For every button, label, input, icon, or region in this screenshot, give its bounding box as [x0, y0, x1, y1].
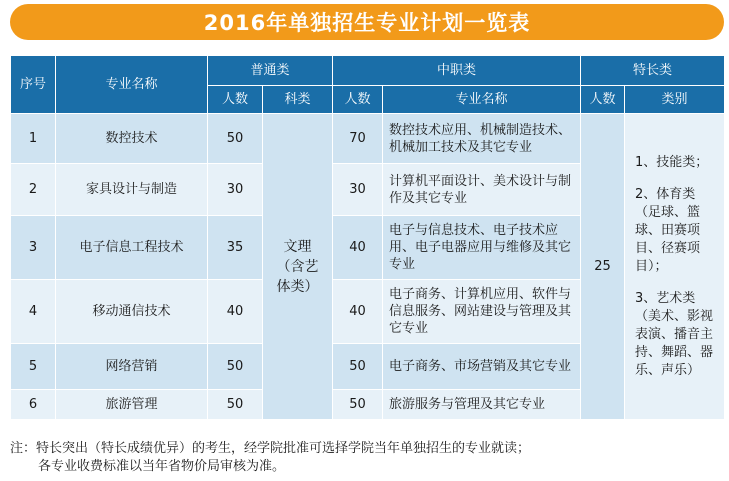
cell-general-count: 30 [208, 164, 263, 216]
subject-merged-text: 文理（含艺体类） [276, 238, 319, 295]
header-voc-count: 人数 [333, 86, 383, 114]
header-subject: 科类 [263, 86, 333, 114]
cell-voc-count: 50 [333, 344, 383, 390]
cell-general-count: 50 [208, 390, 263, 420]
header-major-name: 专业名称 [56, 56, 208, 114]
cell-talent-count: 25 [581, 114, 625, 420]
talent-category-1: 1、技能类； [635, 154, 709, 170]
header-voc-major: 专业名称 [383, 86, 581, 114]
header-talent: 特长类 [581, 56, 725, 86]
cell-major-name: 移动通信技术 [56, 280, 208, 344]
cell-major-name: 数控技术 [56, 114, 208, 164]
cell-voc-major: 旅游服务与管理及其它专业 [383, 390, 581, 420]
footnote [10, 440, 724, 476]
cell-general-count: 40 [208, 280, 263, 344]
cell-seq: 3 [11, 216, 56, 280]
cell-voc-count: 30 [333, 164, 383, 216]
cell-major-name: 网络营销 [56, 344, 208, 390]
header-general: 普通类 [208, 56, 333, 86]
enrollment-table-wrap [10, 55, 724, 420]
cell-seq: 4 [11, 280, 56, 344]
cell-voc-count: 40 [333, 216, 383, 280]
header-talent-count: 人数 [581, 86, 625, 114]
cell-voc-major: 电子与信息技术、电子技术应用、电子电器应用与维修及其它专业 [383, 216, 581, 280]
talent-category-2: 2、体育类（足球、篮球、田赛项目、径赛项目）； [635, 186, 701, 274]
page-title: 2016年单独招生专业计划一览表 [203, 11, 531, 35]
cell-voc-count: 40 [333, 280, 383, 344]
table-row [11, 114, 725, 164]
header-seq: 序号 [11, 56, 56, 114]
header-category: 类别 [625, 86, 725, 114]
enrollment-table [10, 55, 725, 420]
table-title-bar [10, 4, 724, 40]
cell-voc-count: 70 [333, 114, 383, 164]
cell-voc-major: 电子商务、计算机应用、软件与信息服务、网站建设与管理及其它专业 [383, 280, 581, 344]
cell-seq: 5 [11, 344, 56, 390]
cell-general-count: 50 [208, 114, 263, 164]
cell-major-name: 家具设计与制造 [56, 164, 208, 216]
cell-major-name: 电子信息工程技术 [56, 216, 208, 280]
cell-general-count: 35 [208, 216, 263, 280]
cell-subject-merged [263, 114, 333, 420]
footnote-line-2: 各专业收费标准以当年省物价局审核为准。 [38, 459, 286, 474]
cell-seq: 6 [11, 390, 56, 420]
header-general-count: 人数 [208, 86, 263, 114]
cell-seq: 2 [11, 164, 56, 216]
cell-talent-categories [625, 114, 725, 420]
header-vocational: 中职类 [333, 56, 581, 86]
cell-seq: 1 [11, 114, 56, 164]
cell-voc-major: 计算机平面设计、美术设计与制作及其它专业 [383, 164, 581, 216]
cell-voc-major: 电子商务、市场营销及其它专业 [383, 344, 581, 390]
talent-category-3: 3、艺术类（美术、影视表演、播音主持、舞蹈、器乐、声乐） [635, 290, 714, 378]
cell-major-name: 旅游管理 [56, 390, 208, 420]
cell-general-count: 50 [208, 344, 263, 390]
cell-voc-major: 数控技术应用、机械制造技术、机械加工技术及其它专业 [383, 114, 581, 164]
footnote-line-1: 注：特长突出（特长成绩优异）的考生，经学院批准可选择学院当年单独招生的专业就读； [10, 441, 531, 456]
cell-voc-count: 50 [333, 390, 383, 420]
